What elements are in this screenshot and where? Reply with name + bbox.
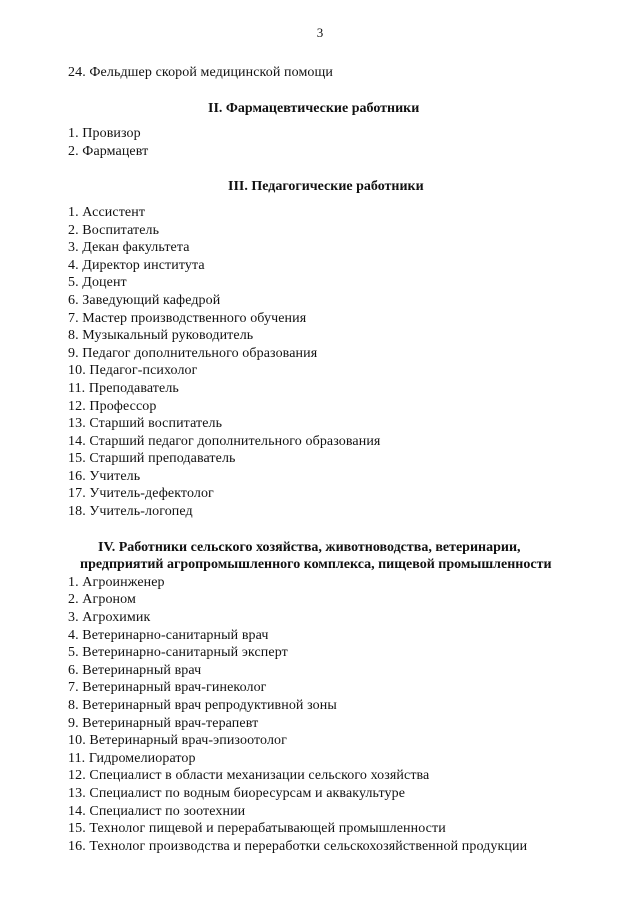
list-item: 12. Специалист в области механизации сельского хозяйства [68, 768, 430, 784]
list-item: 7. Ветеринарный врач-гинеколог [68, 680, 267, 696]
list-item: 10. Ветеринарный врач-эпизоотолог [68, 733, 287, 749]
list-item: 1. Ассистент [68, 204, 146, 220]
list-item: 8. Ветеринарный врач репродуктивной зоны [68, 698, 337, 713]
list-item: 16. Технолог производства и переработки сельскохозяйственной продукции [68, 838, 528, 854]
list-item: 15. Старший преподаватель [68, 451, 236, 467]
list-item: 18. Учитель-логопед [68, 504, 193, 520]
list-item: 9. Ветеринарный врач-терапевт [68, 715, 259, 731]
section-heading: IV. Работники сельского хозяйства, животноводства, ветеринарии, [98, 539, 521, 555]
section-heading: II. Фармацевтические работники [208, 100, 420, 116]
list-item: 1. Провизор [68, 126, 141, 142]
list-item: 6. Заведующий кафедрой [68, 292, 221, 308]
list-item: 14. Старший педагог дополнительного образования [68, 433, 381, 449]
list-item: 2. Фармацевт [68, 143, 149, 159]
list-item: 3. Агрохимик [68, 610, 151, 626]
page-number: 3 [316, 25, 324, 40]
section-agriculture [68, 539, 608, 856]
list-item: 12. Профессор [68, 398, 157, 414]
list-item: 15. Технолог пищевой и перерабатывающей промышленности [68, 821, 446, 837]
section-list [68, 125, 608, 160]
list-item: 2. Агроном [68, 592, 136, 608]
list-item: 2. Воспитатель [68, 222, 160, 238]
list-item: 13. Старший воспитатель [68, 416, 223, 432]
list-item: 13. Специалист по водным биоресурсам и аквакультуре [68, 785, 406, 801]
list-item: 4. Директор института [68, 257, 205, 273]
section-heading: III. Педагогические работники [228, 179, 424, 195]
list-item: 14. Специалист по зоотехнии [68, 803, 246, 819]
section-pedagogical [68, 178, 608, 520]
section-heading: предприятий агропромышленного комплекса, пищевой промышленности [80, 557, 552, 573]
list-item: 3. Декан факультета [68, 240, 190, 256]
section-pharmacy [68, 100, 608, 161]
list-item: 9. Педагог дополнительного образования [68, 345, 318, 361]
list-item: 7. Мастер производственного обучения [68, 310, 307, 326]
list-item: 16. Учитель [68, 468, 141, 484]
list-item: 10. Педагог-психолог [68, 363, 198, 379]
section-list [68, 204, 608, 521]
list-item: 17. Учитель-дефектолог [68, 486, 214, 502]
list-item-continuation: 24. Фельдшер скорой медицинской помощи [68, 65, 333, 80]
list-item: 11. Преподаватель [68, 380, 179, 396]
list-item: 8. Музыкальный руководитель [68, 328, 254, 344]
document-body [68, 64, 608, 855]
list-item: 11. Гидромелиоратор [68, 750, 196, 766]
list-item: 1. Агроинженер [68, 574, 165, 590]
list-item: 5. Доцент [68, 275, 127, 291]
list-item: 5. Ветеринарно-санитарный эксперт [68, 645, 288, 661]
list-item: 4. Ветеринарно-санитарный врач [68, 627, 269, 643]
list-item: 6. Ветеринарный врач [68, 662, 202, 678]
section-list [68, 574, 608, 856]
